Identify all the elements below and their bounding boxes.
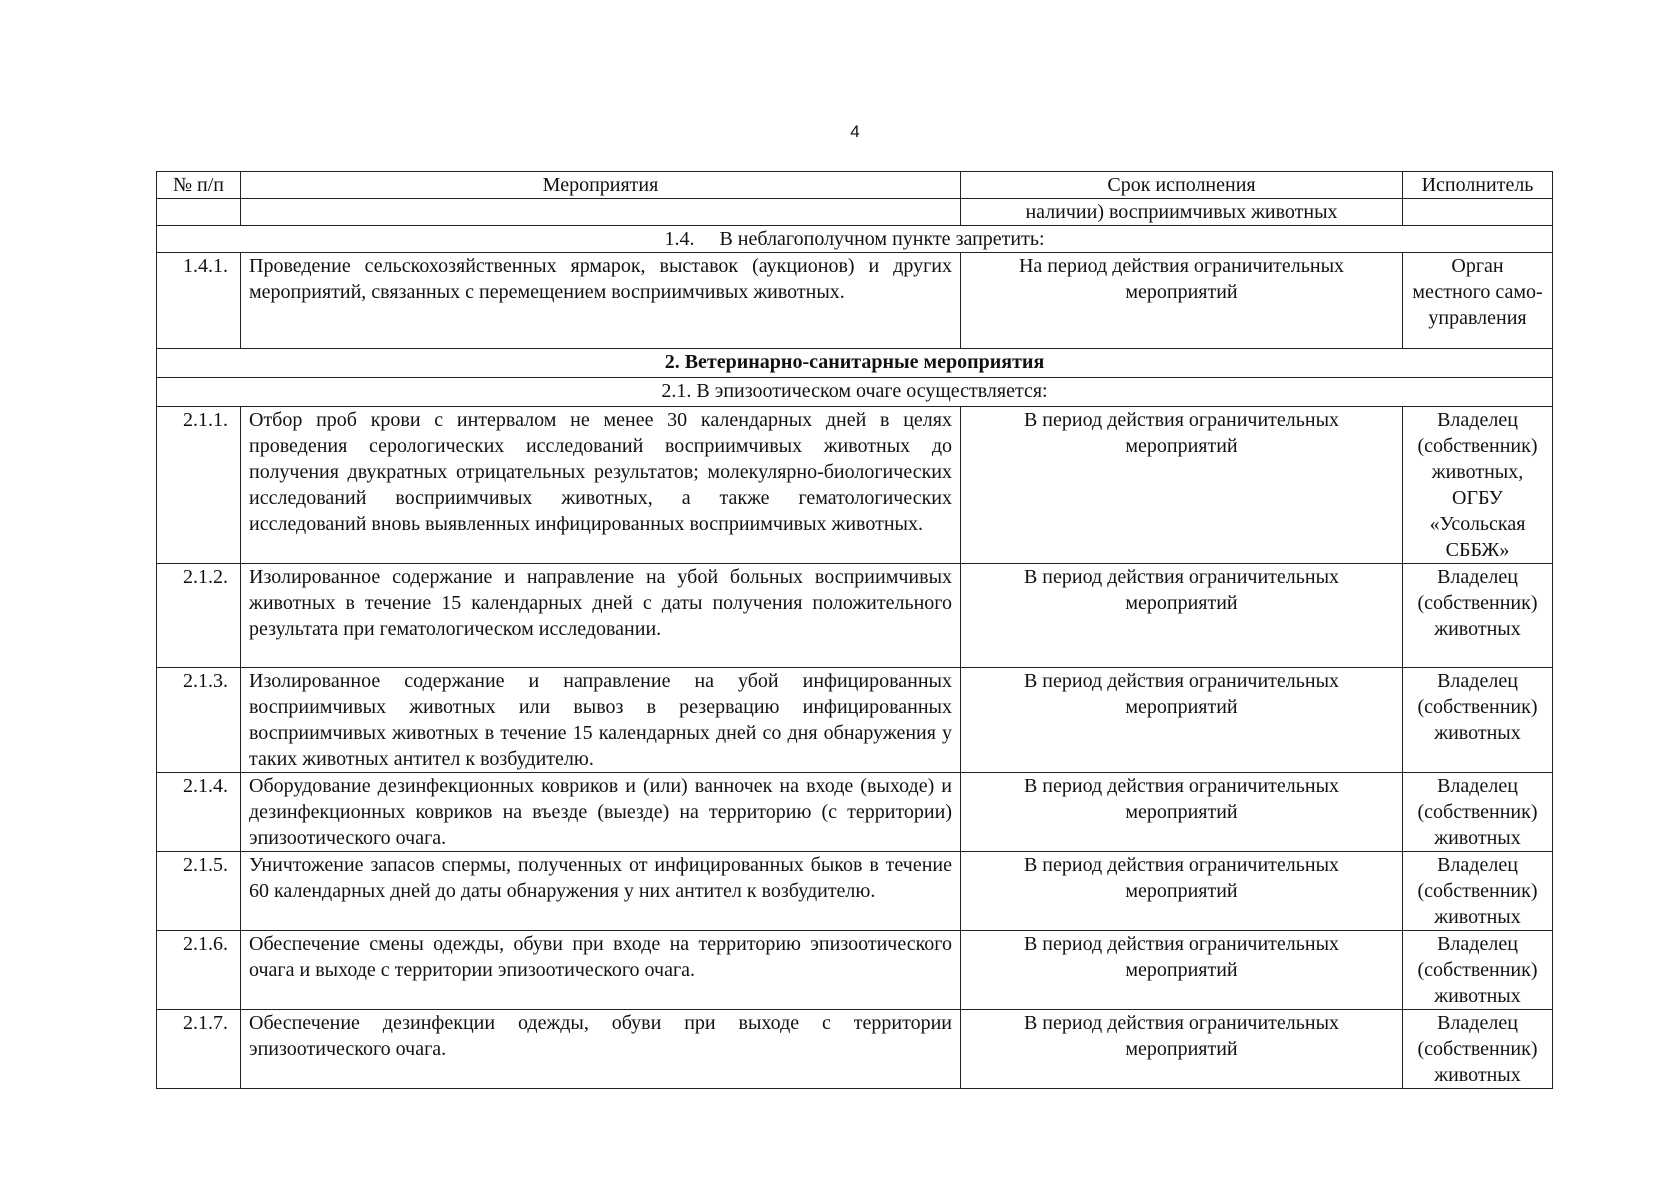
table-row: [157, 564, 1553, 668]
row-num: 1.4.1.: [157, 253, 241, 349]
table-row: [157, 253, 1553, 349]
measures-table: [156, 171, 1553, 1089]
row-term: В период действия ограничительных мероприятий: [961, 852, 1403, 931]
table-header-row: [157, 172, 1553, 199]
section-2-1-title: 2.1. В эпизоотическом очаге осуществляется:: [157, 378, 1553, 407]
header-num: № п/п: [157, 172, 241, 199]
row-term: На период действия ограничительных мероприятий: [961, 253, 1403, 349]
continuation-row: [157, 199, 1553, 226]
row-executor: Владелец (собственник) животных: [1403, 1010, 1553, 1089]
continuation-action: [241, 199, 961, 226]
table-row: [157, 931, 1553, 1010]
row-term: В период действия ограничительных мероприятий: [961, 564, 1403, 668]
row-num: 2.1.6.: [157, 931, 241, 1010]
row-executor: Владелец (собственник) животных: [1403, 773, 1553, 852]
section-1-4-title: 1.4. В неблагополучном пункте запретить:: [157, 226, 1553, 253]
row-executor: Владелец (собственник) животных: [1403, 564, 1553, 668]
row-action: Изолированное содержание и направление на убой инфицированных восприимчивых животных или вывоз в резервацию инфицированных восприимчивых животных в течение 15 календарных дней со дня обнаружения у таких животных антител к возбудителю.: [241, 668, 961, 773]
section-row: [157, 226, 1553, 253]
header-term: Срок исполнения: [961, 172, 1403, 199]
table-row: [157, 668, 1553, 773]
row-executor: Владелец (собственник) животных: [1403, 931, 1553, 1010]
row-action: Обеспечение дезинфекции одежды, обуви при выходе с территории эпизоотического очага.: [241, 1010, 961, 1089]
continuation-num: [157, 199, 241, 226]
section-row: [157, 378, 1553, 407]
row-action: Проведение сельскохозяйственных ярмарок, выставок (аукционов) и других мероприятий, связанных с перемещением восприимчивых животных.: [241, 253, 961, 349]
row-num: 2.1.4.: [157, 773, 241, 852]
row-executor: Владелец (собственник) животных: [1403, 852, 1553, 931]
row-num: 2.1.1.: [157, 407, 241, 564]
table-row: [157, 407, 1553, 564]
row-num: 2.1.7.: [157, 1010, 241, 1089]
table-row: [157, 852, 1553, 931]
row-num: 2.1.2.: [157, 564, 241, 668]
row-action: Уничтожение запасов спермы, полученных от инфицированных быков в течение 60 календарных дней до даты обнаружения у них антител к возбудителю.: [241, 852, 961, 931]
row-action: Изолированное содержание и направление на убой больных восприимчивых животных в течение 15 календарных дней с даты получения положительного результата при гематологическом исследовании.: [241, 564, 961, 668]
row-term: В период действия ограничительных мероприятий: [961, 407, 1403, 564]
row-action: Обеспечение смены одежды, обуви при входе на территорию эпизоотического очага и выходе с территории эпизоотического очага.: [241, 931, 961, 1010]
row-action: Отбор проб крови с интервалом не менее 30 календарных дней в целях проведения серологических исследований восприимчивых животных до получения двукратных отрицательных результатов; молекулярно-биологических исследований восприимчивых животных, а также гематологических исследований вновь выявленных инфицированных восприимчивых животных.: [241, 407, 961, 564]
row-term: В период действия ограничительных мероприятий: [961, 1010, 1403, 1089]
row-term: В период действия ограничительных мероприятий: [961, 668, 1403, 773]
section-2-title: 2. Ветеринарно-санитарные мероприятия: [157, 349, 1553, 378]
row-num: 2.1.5.: [157, 852, 241, 931]
row-num: 2.1.3.: [157, 668, 241, 773]
row-action: Оборудование дезинфекционных ковриков и (или) ванночек на входе (выходе) и дезинфекционных ковриков на въезде (выезде) на территорию (с территории) эпизоотического очага.: [241, 773, 961, 852]
continuation-term: наличии) восприимчивых животных: [961, 199, 1403, 226]
row-executor: Владелец (собственник) животных: [1403, 668, 1553, 773]
row-term: В период действия ограничительных мероприятий: [961, 931, 1403, 1010]
table-row: [157, 773, 1553, 852]
table-row: [157, 1010, 1553, 1089]
continuation-executor: [1403, 199, 1553, 226]
header-executor: Исполнитель: [1403, 172, 1553, 199]
row-executor: Владелец (собственник) животных, ОГБУ «Усольская СББЖ»: [1403, 407, 1553, 564]
page-number: 4: [850, 122, 860, 141]
row-executor: Орган местного само-управления: [1403, 253, 1553, 349]
section-row: [157, 349, 1553, 378]
header-action: Мероприятия: [241, 172, 961, 199]
row-term: В период действия ограничительных мероприятий: [961, 773, 1403, 852]
